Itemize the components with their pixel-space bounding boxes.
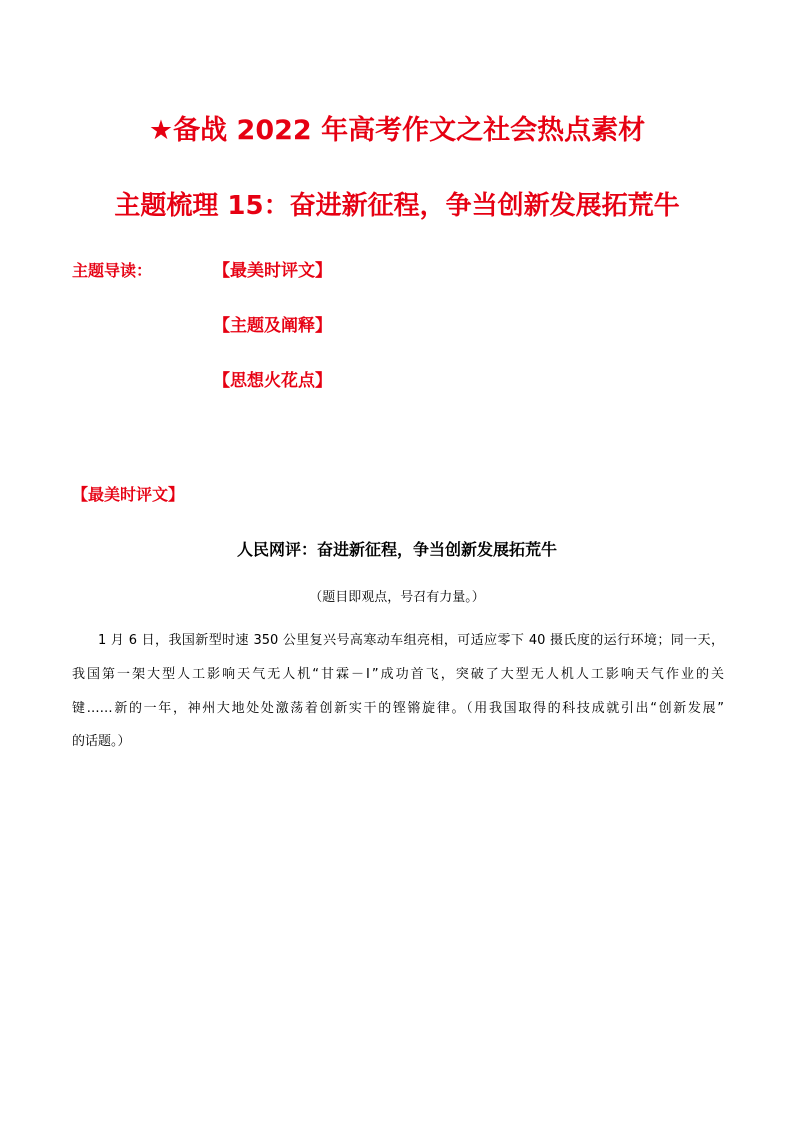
article-body-line: 我国第一架大型人工影响天气无人机“甘霖－Ⅰ”成功首飞，突破了大型无人机人工影响天气作业的关 (72, 667, 724, 682)
article-title: 人民网评：奋进新征程，争当创新发展拓荒牛 (236, 540, 557, 559)
section-heading: 【最美时评文】 (72, 485, 185, 504)
guide-label: 主题导读： (72, 261, 153, 280)
guide-item-commentary: 【最美时评文】 (213, 261, 332, 281)
document-title: ★备战 2022 年高考作文之社会热点素材 (148, 115, 646, 146)
guide-item-ideas: 【思想火花点】 (213, 371, 332, 391)
article-body-line: 键……新的一年，神州大地处处激荡着创新实干的铿锵旋律。（用我国取得的科技成就引出“创新发展” (72, 701, 724, 716)
article-note: （题目即观点，号召有力量。） (309, 590, 485, 605)
article-body-line: 1 月 6 日，我国新型时速 350 公里复兴号高寒动车组亮相，可适应零下 40 摄氏度的运行环境；同一天， (98, 633, 724, 648)
document-subtitle: 主题梳理 15：奋进新征程，争当创新发展拓荒牛 (114, 191, 680, 221)
guide-item-theme: 【主题及阐释】 (213, 316, 332, 336)
article-body-line: 的话题。） (72, 734, 131, 749)
